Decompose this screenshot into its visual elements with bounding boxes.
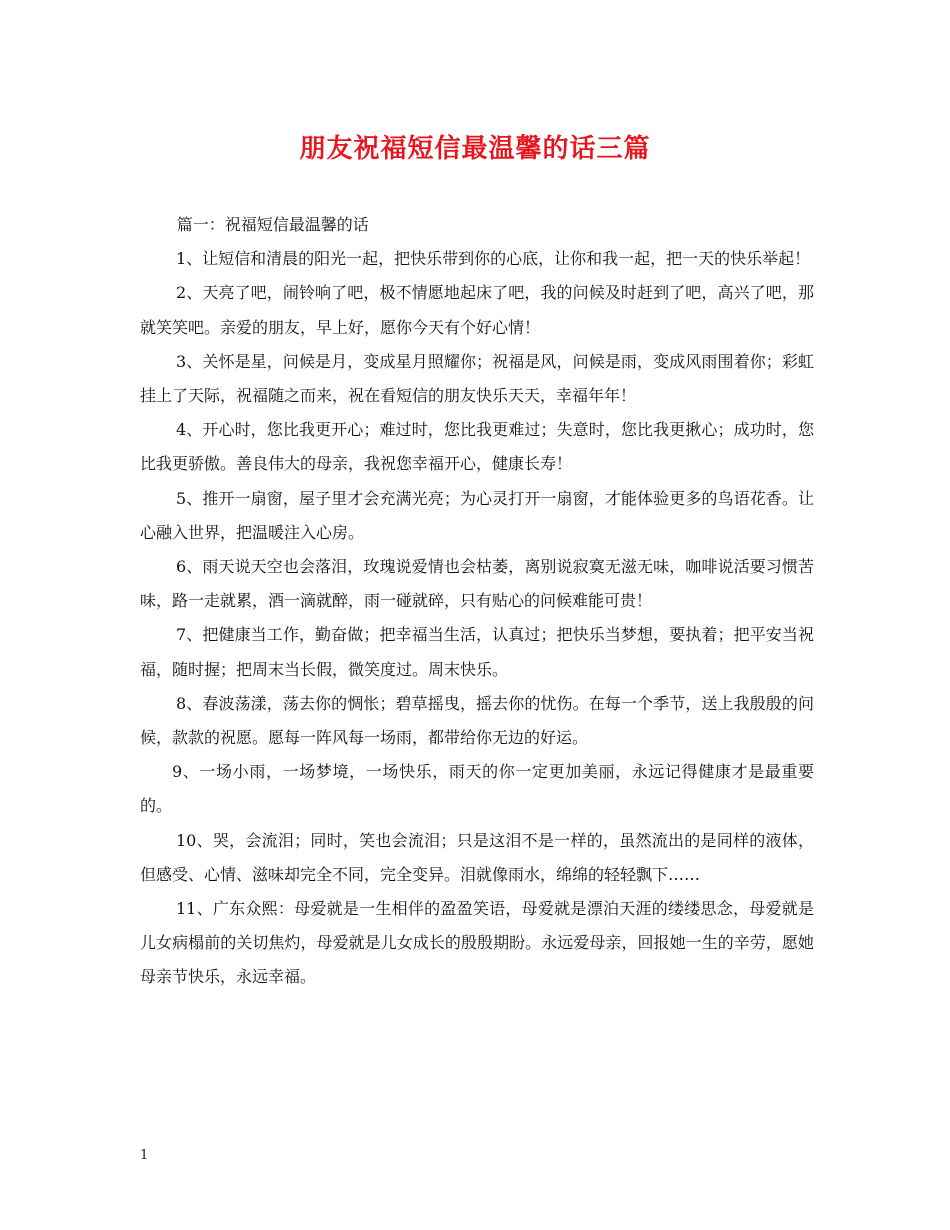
paragraph-11: 11、广东众熙：母爱就是一生相伴的盈盈笑语，母爱就是漂泊天涯的缕缕思念，母爱就是儿女病榻前的关切焦灼，母爱就是儿女成长的殷殷期盼。永远爱母亲，回报她一生的辛劳，愿她母亲节快乐，永远幸福。 xyxy=(140,899,814,987)
page-number: 1 xyxy=(140,1148,149,1163)
paragraph-3: 3、关怀是星，问候是月，变成星月照耀你；祝福是风，问候是雨，变成风雨围着你；彩虹挂上了天际，祝福随之而来，祝在看短信的朋友快乐天天，幸福年年！ xyxy=(140,351,814,406)
section-heading: 篇一：祝福短信最温馨的话 xyxy=(176,215,369,234)
paragraph-7: 7、把健康当工作，勤奋做；把幸福当生活，认真过；把快乐当梦想，要执着；把平安当祝福，随时握；把周末当长假，微笑度过。周末快乐。 xyxy=(140,625,814,679)
paragraph-9: 9、一场小雨，一场梦境，一场快乐，雨天的你一定更加美丽，永远记得健康才是最重要的。 xyxy=(140,762,814,816)
paragraph-10: 10、哭，会流泪；同时，笑也会流泪；只是这泪不是一样的，虽然流出的是同样的液体，但感受、心情、滋味却完全不同，完全变异。泪就像雨水，绵绵的轻轻飘下…… xyxy=(140,830,814,884)
paragraph-5: 5、推开一扇窗，屋子里才会充满光亮；为心灵打开一扇窗，才能体验更多的鸟语花香。让心融入世界，把温暖注入心房。 xyxy=(140,488,814,542)
document-title: 朋友祝福短信最温馨的话三篇 xyxy=(299,134,651,164)
paragraph-2: 2、天亮了吧，闹铃响了吧，极不情愿地起床了吧，我的问候及时赶到了吧，高兴了吧，那就笑笑吧。亲爱的朋友，早上好，愿你今天有个好心情！ xyxy=(140,283,814,337)
document-body xyxy=(140,208,814,995)
paragraph-8: 8、春波荡漾，荡去你的惆怅；碧草摇曳，摇去你的忧伤。在每一个季节，送上我殷殷的问候，款款的祝愿。愿每一阵风每一场雨，都带给你无边的好运。 xyxy=(140,693,814,748)
paragraph-4: 4、开心时，您比我更开心；难过时，您比我更难过；失意时，您比我更揪心；成功时，您比我更骄傲。善良伟大的母亲，我祝您幸福开心，健康长寿！ xyxy=(140,420,814,474)
paragraph-1: 1、让短信和清晨的阳光一起，把快乐带到你的心底，让你和我一起，把一天的快乐举起！ xyxy=(176,249,811,269)
paragraph-6: 6、雨天说天空也会落泪，玫瑰说爱情也会枯萎，离别说寂寞无滋无味，咖啡说活要习惯苦味，路一走就累，酒一滴就醉，雨一碰就碎，只有贴心的问候难能可贵！ xyxy=(140,557,814,611)
